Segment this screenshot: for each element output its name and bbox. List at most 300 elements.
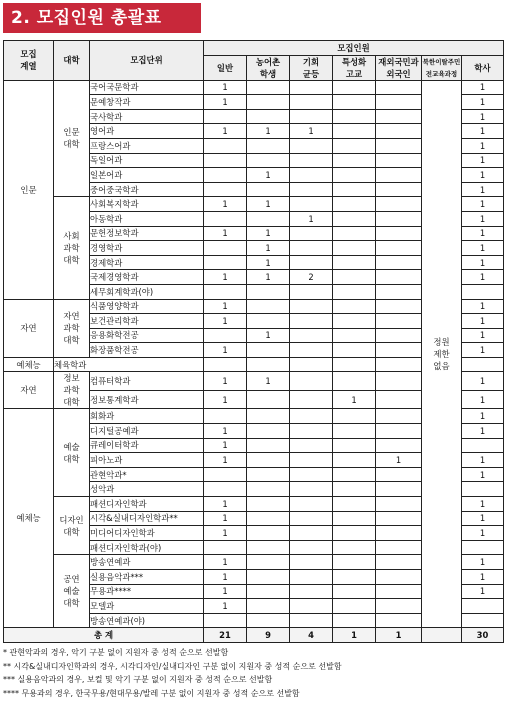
value-cell xyxy=(290,343,333,358)
value-cell xyxy=(376,424,422,439)
college-cell: 인문 대학 xyxy=(54,80,90,197)
value-cell xyxy=(333,511,376,526)
value-cell xyxy=(376,467,422,482)
value-cell xyxy=(333,241,376,256)
value-cell xyxy=(462,438,504,453)
value-cell xyxy=(333,555,376,570)
value-cell xyxy=(290,526,333,541)
value-cell xyxy=(247,409,290,424)
value-cell xyxy=(204,168,247,183)
value-cell xyxy=(290,497,333,512)
total-value: 1 xyxy=(376,628,422,643)
value-cell: 1 xyxy=(204,555,247,570)
value-cell xyxy=(290,182,333,197)
value-cell xyxy=(333,109,376,124)
value-cell: 1 xyxy=(204,124,247,139)
value-cell xyxy=(376,584,422,599)
value-cell xyxy=(204,109,247,124)
value-cell: 1 xyxy=(204,497,247,512)
value-cell xyxy=(204,153,247,168)
header-col-5: 북한이탈주민 전교육과정 xyxy=(422,55,462,80)
value-cell xyxy=(204,255,247,270)
value-cell: 1 xyxy=(376,453,422,468)
value-cell xyxy=(290,453,333,468)
value-cell xyxy=(333,526,376,541)
value-cell xyxy=(333,270,376,285)
value-cell: 1 xyxy=(462,497,504,512)
value-cell: 1 xyxy=(462,409,504,424)
value-cell xyxy=(376,570,422,585)
value-cell xyxy=(204,241,247,256)
value-cell xyxy=(333,80,376,95)
value-cell xyxy=(290,138,333,153)
value-cell xyxy=(204,482,247,497)
value-cell: 1 xyxy=(462,197,504,212)
value-cell xyxy=(333,328,376,343)
value-cell xyxy=(290,599,333,614)
value-cell xyxy=(204,211,247,226)
group-cell: 자연 xyxy=(4,299,54,357)
unit-cell: 세무회계학과(야) xyxy=(90,284,204,299)
value-cell xyxy=(462,599,504,614)
unit-cell: 국어국문학과 xyxy=(90,80,204,95)
value-cell: 1 xyxy=(204,511,247,526)
no-limit-note: 정원 제한 없음 xyxy=(422,80,462,628)
value-cell xyxy=(333,424,376,439)
value-cell: 1 xyxy=(462,299,504,314)
unit-cell: 화장품학전공 xyxy=(90,343,204,358)
unit-cell: 관현악과* xyxy=(90,467,204,482)
value-cell xyxy=(333,357,376,372)
unit-cell: 아동학과 xyxy=(90,211,204,226)
value-cell: 1 xyxy=(462,390,504,409)
value-cell xyxy=(376,255,422,270)
value-cell xyxy=(333,540,376,555)
value-cell xyxy=(333,482,376,497)
value-cell: 1 xyxy=(462,372,504,391)
value-cell xyxy=(333,314,376,329)
value-cell xyxy=(333,197,376,212)
college-cell: 예술 대학 xyxy=(54,409,90,497)
value-cell xyxy=(376,168,422,183)
value-cell: 1 xyxy=(204,390,247,409)
value-cell: 1 xyxy=(247,241,290,256)
value-cell xyxy=(376,95,422,110)
value-cell xyxy=(333,124,376,139)
value-cell xyxy=(204,357,247,372)
value-cell: 1 xyxy=(204,372,247,391)
value-cell xyxy=(462,540,504,555)
value-cell xyxy=(290,511,333,526)
value-cell: 1 xyxy=(204,526,247,541)
value-cell xyxy=(333,409,376,424)
value-cell xyxy=(247,95,290,110)
value-cell xyxy=(290,299,333,314)
value-cell xyxy=(290,570,333,585)
value-cell xyxy=(247,153,290,168)
value-cell xyxy=(376,226,422,241)
value-cell xyxy=(376,197,422,212)
value-cell: 1 xyxy=(204,270,247,285)
value-cell xyxy=(247,438,290,453)
value-cell: 1 xyxy=(247,124,290,139)
value-cell xyxy=(376,109,422,124)
header-col-1: 농어촌 학생 xyxy=(247,55,290,80)
value-cell xyxy=(204,540,247,555)
value-cell xyxy=(290,438,333,453)
value-cell xyxy=(376,182,422,197)
value-cell xyxy=(376,80,422,95)
total-value: 21 xyxy=(204,628,247,643)
value-cell xyxy=(247,511,290,526)
unit-cell: 식품영양학과 xyxy=(90,299,204,314)
value-cell xyxy=(376,138,422,153)
value-cell xyxy=(376,390,422,409)
unit-cell: 중어중국학과 xyxy=(90,182,204,197)
group-cell: 예체능 xyxy=(4,357,54,372)
value-cell xyxy=(376,299,422,314)
value-cell xyxy=(290,153,333,168)
footnote: * 관현악과의 경우, 악기 구분 없이 지원자 중 성적 순으로 선발함 xyxy=(3,648,229,657)
value-cell: 1 xyxy=(204,599,247,614)
value-cell xyxy=(247,314,290,329)
value-cell: 1 xyxy=(462,555,504,570)
value-cell: 1 xyxy=(204,226,247,241)
value-cell xyxy=(204,467,247,482)
value-cell xyxy=(376,599,422,614)
value-cell xyxy=(290,540,333,555)
value-cell: 1 xyxy=(204,80,247,95)
value-cell xyxy=(204,613,247,628)
unit-cell: 국제경영학과 xyxy=(90,270,204,285)
value-cell xyxy=(333,299,376,314)
total-value: 4 xyxy=(290,628,333,643)
value-cell xyxy=(333,599,376,614)
college-cell: 사회 과학 대학 xyxy=(54,197,90,299)
value-cell xyxy=(333,570,376,585)
value-cell xyxy=(333,343,376,358)
value-cell xyxy=(247,284,290,299)
value-cell xyxy=(290,109,333,124)
value-cell xyxy=(290,467,333,482)
total-value: 30 xyxy=(462,628,504,643)
value-cell: 1 xyxy=(462,453,504,468)
header-unit: 모집단위 xyxy=(90,41,204,81)
value-cell: 1 xyxy=(247,197,290,212)
value-cell xyxy=(462,613,504,628)
footnote: **** 무용과의 경우, 한국무용/현대무용/발레 구분 없이 지원자 중 성적 순으로 선발함 xyxy=(3,688,300,698)
value-cell xyxy=(333,168,376,183)
header-col-0: 일반 xyxy=(204,55,247,80)
value-cell: 1 xyxy=(247,328,290,343)
value-cell xyxy=(290,482,333,497)
value-cell: 1 xyxy=(462,168,504,183)
page-title: 2. 모집인원 총괄표 xyxy=(3,3,201,33)
value-cell: 1 xyxy=(462,526,504,541)
unit-cell: 문예창작과 xyxy=(90,95,204,110)
value-cell: 1 xyxy=(462,511,504,526)
group-cell: 자연 xyxy=(4,372,54,409)
value-cell xyxy=(333,438,376,453)
value-cell: 1 xyxy=(204,314,247,329)
value-cell: 1 xyxy=(462,343,504,358)
value-cell xyxy=(247,467,290,482)
value-cell xyxy=(333,284,376,299)
value-cell xyxy=(333,613,376,628)
value-cell xyxy=(462,284,504,299)
unit-cell: 경제학과 xyxy=(90,255,204,270)
value-cell xyxy=(204,409,247,424)
value-cell xyxy=(333,255,376,270)
value-cell xyxy=(333,138,376,153)
header-col-4: 재외국민과 외국인 xyxy=(376,55,422,80)
value-cell xyxy=(290,409,333,424)
value-cell xyxy=(333,467,376,482)
value-cell xyxy=(247,357,290,372)
value-cell xyxy=(247,424,290,439)
value-cell: 1 xyxy=(462,584,504,599)
footnotes xyxy=(3,646,513,700)
college-cell: 공연 예술 대학 xyxy=(54,555,90,628)
value-cell: 1 xyxy=(247,255,290,270)
value-cell xyxy=(290,390,333,409)
value-cell xyxy=(247,299,290,314)
total-value: 1 xyxy=(333,628,376,643)
unit-cell: 영어과 xyxy=(90,124,204,139)
value-cell xyxy=(376,540,422,555)
college-cell: 디자인 대학 xyxy=(54,497,90,555)
college-cell: 정보 과학 대학 xyxy=(54,372,90,409)
unit-cell: 독일어과 xyxy=(90,153,204,168)
value-cell: 1 xyxy=(462,80,504,95)
value-cell xyxy=(247,497,290,512)
unit-cell: 성악과 xyxy=(90,482,204,497)
value-cell: 1 xyxy=(333,390,376,409)
header-college: 대학 xyxy=(54,41,90,81)
unit-cell: 디지털공예과 xyxy=(90,424,204,439)
value-cell xyxy=(247,599,290,614)
value-cell xyxy=(247,540,290,555)
value-cell: 1 xyxy=(462,270,504,285)
value-cell xyxy=(290,168,333,183)
value-cell xyxy=(290,613,333,628)
unit-cell: 컴퓨터학과 xyxy=(90,372,204,391)
total-row xyxy=(4,628,504,643)
unit-cell: 모델과 xyxy=(90,599,204,614)
value-cell: 1 xyxy=(462,211,504,226)
value-cell xyxy=(290,95,333,110)
value-cell xyxy=(290,80,333,95)
value-cell xyxy=(290,584,333,599)
value-cell xyxy=(376,314,422,329)
value-cell xyxy=(376,153,422,168)
value-cell xyxy=(247,80,290,95)
value-cell: 1 xyxy=(462,138,504,153)
value-cell xyxy=(290,226,333,241)
value-cell xyxy=(247,182,290,197)
value-cell: 1 xyxy=(462,226,504,241)
value-cell: 1 xyxy=(247,226,290,241)
header-col-6: 학사 xyxy=(462,55,504,80)
value-cell: 1 xyxy=(204,570,247,585)
value-cell xyxy=(333,497,376,512)
table-row xyxy=(4,80,504,95)
value-cell: 1 xyxy=(204,197,247,212)
value-cell: 1 xyxy=(462,95,504,110)
value-cell xyxy=(376,124,422,139)
value-cell: 1 xyxy=(204,343,247,358)
value-cell xyxy=(376,409,422,424)
unit-cell: 응용화학전공 xyxy=(90,328,204,343)
value-cell: 1 xyxy=(462,182,504,197)
value-cell xyxy=(290,284,333,299)
value-cell xyxy=(376,328,422,343)
value-cell xyxy=(376,613,422,628)
header-col-3: 특성화 고교 xyxy=(333,55,376,80)
value-cell xyxy=(204,328,247,343)
value-cell xyxy=(333,226,376,241)
unit-cell: 체육학과 xyxy=(54,357,204,372)
value-cell xyxy=(290,357,333,372)
value-cell xyxy=(333,372,376,391)
value-cell xyxy=(290,424,333,439)
footnote: ** 시각&실내디자인학과의 경우, 시각디자인/실내디자인 구분 없이 지원자 중 성적 순으로 선발함 xyxy=(3,661,342,671)
unit-cell: 실용음악과*** xyxy=(90,570,204,585)
value-cell: 1 xyxy=(462,153,504,168)
value-cell: 1 xyxy=(247,270,290,285)
value-cell: 1 xyxy=(290,211,333,226)
unit-cell: 프랑스어과 xyxy=(90,138,204,153)
value-cell: 1 xyxy=(204,299,247,314)
unit-cell: 피아노과 xyxy=(90,453,204,468)
value-cell: 1 xyxy=(204,438,247,453)
unit-cell: 일본어과 xyxy=(90,168,204,183)
unit-cell: 경영학과 xyxy=(90,241,204,256)
unit-cell: 보건관리학과 xyxy=(90,314,204,329)
footnote: *** 실용음악과의 경우, 보컬 및 악기 구분 없이 지원자 중 성적 순으로 선발함 xyxy=(3,675,273,684)
value-cell xyxy=(247,390,290,409)
quota-table xyxy=(3,40,504,643)
value-cell: 1 xyxy=(247,168,290,183)
value-cell xyxy=(247,555,290,570)
value-cell xyxy=(333,453,376,468)
value-cell xyxy=(376,511,422,526)
value-cell: 1 xyxy=(462,124,504,139)
value-cell xyxy=(247,526,290,541)
value-cell xyxy=(376,284,422,299)
unit-cell: 패션디자인학과(야) xyxy=(90,540,204,555)
value-cell xyxy=(333,584,376,599)
value-cell xyxy=(247,613,290,628)
value-cell xyxy=(290,314,333,329)
unit-cell: 문헌정보학과 xyxy=(90,226,204,241)
value-cell: 1 xyxy=(247,372,290,391)
value-cell xyxy=(290,197,333,212)
value-cell xyxy=(376,482,422,497)
value-cell xyxy=(247,453,290,468)
header-group: 모집 계열 xyxy=(4,41,54,81)
value-cell: 1 xyxy=(462,467,504,482)
unit-cell: 미디어디자인학과 xyxy=(90,526,204,541)
value-cell: 1 xyxy=(204,453,247,468)
value-cell: 1 xyxy=(462,255,504,270)
value-cell xyxy=(376,357,422,372)
group-cell: 인문 xyxy=(4,80,54,299)
value-cell xyxy=(376,555,422,570)
unit-cell: 방송연예과 xyxy=(90,555,204,570)
unit-cell: 국사학과 xyxy=(90,109,204,124)
value-cell: 1 xyxy=(462,570,504,585)
unit-cell: 사회복지학과 xyxy=(90,197,204,212)
total-value xyxy=(422,628,462,643)
value-cell: 1 xyxy=(290,124,333,139)
value-cell: 2 xyxy=(290,270,333,285)
value-cell xyxy=(376,372,422,391)
value-cell: 1 xyxy=(462,314,504,329)
value-cell xyxy=(247,138,290,153)
value-cell xyxy=(376,241,422,256)
value-cell xyxy=(462,357,504,372)
value-cell xyxy=(204,284,247,299)
value-cell xyxy=(376,497,422,512)
value-cell xyxy=(247,584,290,599)
value-cell xyxy=(247,482,290,497)
unit-cell: 방송연예과(야) xyxy=(90,613,204,628)
value-cell xyxy=(204,138,247,153)
value-cell xyxy=(333,95,376,110)
value-cell xyxy=(376,270,422,285)
value-cell xyxy=(290,255,333,270)
unit-cell: 시각&실내디자인학과** xyxy=(90,511,204,526)
total-label: 총 계 xyxy=(4,628,204,643)
college-cell: 자연 과학 대학 xyxy=(54,299,90,357)
value-cell: 1 xyxy=(462,109,504,124)
value-cell: 1 xyxy=(204,584,247,599)
value-cell: 1 xyxy=(204,424,247,439)
value-cell xyxy=(247,570,290,585)
value-cell: 1 xyxy=(204,95,247,110)
unit-cell: 회화과 xyxy=(90,409,204,424)
value-cell xyxy=(333,153,376,168)
group-cell: 예체능 xyxy=(4,409,54,628)
value-cell xyxy=(462,482,504,497)
unit-cell: 무용과**** xyxy=(90,584,204,599)
header-col-2: 기회 균등 xyxy=(290,55,333,80)
unit-cell: 큐레이터학과 xyxy=(90,438,204,453)
header-quota: 모집인원 xyxy=(204,41,504,56)
value-cell xyxy=(247,211,290,226)
value-cell xyxy=(376,211,422,226)
unit-cell: 패션디자인학과 xyxy=(90,497,204,512)
value-cell: 1 xyxy=(462,328,504,343)
value-cell xyxy=(290,555,333,570)
value-cell xyxy=(204,182,247,197)
value-cell xyxy=(290,372,333,391)
value-cell xyxy=(376,438,422,453)
value-cell xyxy=(247,109,290,124)
unit-cell: 정보통계학과 xyxy=(90,390,204,409)
value-cell: 1 xyxy=(462,424,504,439)
total-value: 9 xyxy=(247,628,290,643)
value-cell xyxy=(290,241,333,256)
value-cell xyxy=(333,211,376,226)
value-cell xyxy=(333,182,376,197)
value-cell xyxy=(376,343,422,358)
value-cell xyxy=(376,526,422,541)
value-cell: 1 xyxy=(462,241,504,256)
value-cell xyxy=(247,343,290,358)
value-cell xyxy=(290,328,333,343)
